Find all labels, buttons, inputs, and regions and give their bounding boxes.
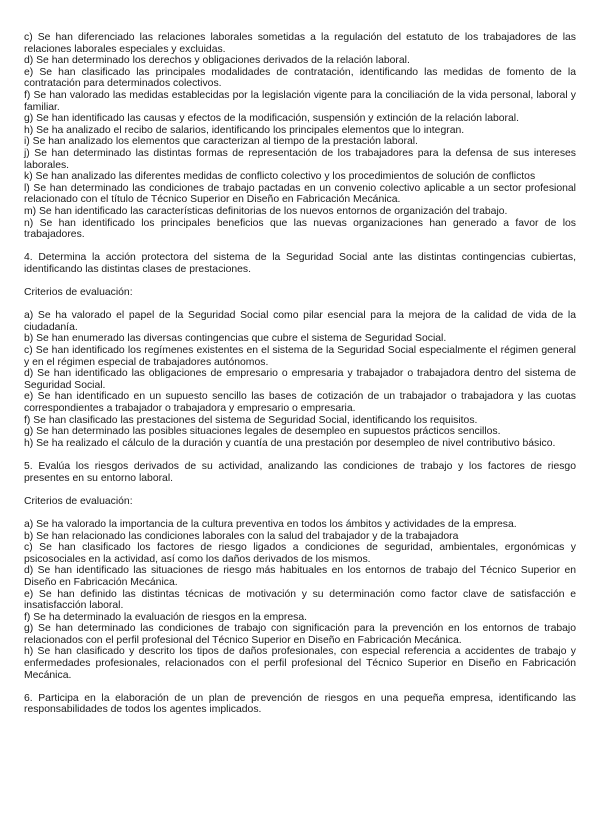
learning-outcome-heading: 5. Evalúa los riesgos derivados de su actividad, analizando las condiciones de trabajo y los factores de riesgo presentes en su entorno laboral. — [24, 460, 576, 484]
criterion-item: c) Se han diferenciado las relaciones laborales sometidas a la regulación del estatuto de los trabajadores de las relaciones laborales especiales y excluidas. — [24, 32, 576, 55]
criterion-item: k) Se han analizado las diferentes medidas de conflicto colectivo y los procedimientos de solución de conflictos — [24, 171, 536, 183]
criterion-item: h) Se ha analizado el recibo de salarios, identificando los principales elementos que lo integran. — [24, 124, 465, 136]
criterion-item: c) Se han clasificado los factores de riesgo ligados a condiciones de seguridad, ambientales, ergonómicas y psicosociales en la actividad, así como los daños derivados de los mismos. — [24, 542, 576, 565]
paragraph-gap — [24, 275, 576, 287]
paragraph-gap — [24, 241, 576, 253]
criterion-item: j) Se han determinado las distintas formas de representación de los trabajadores para la defensa de sus intereses laborales. — [24, 147, 576, 171]
criterion-item: m) Se han identificado las características definitorias de los nuevos entornos de organización del trabajo. — [24, 205, 508, 217]
criterion-item: a) Se ha valorado la importancia de la cultura preventiva en todos los ámbitos y actividades de la empresa. — [24, 518, 517, 530]
criterion-item: f) Se ha determinado la evaluación de riesgos en la empresa. — [24, 611, 308, 623]
criterion-item: d) Se han identificado las obligaciones de empresario o empresaria y trabajador o trabajadora dentro del sistema de Seguridad Social. — [24, 368, 576, 391]
criterion-item: e) Se han definido las distintas técnicas de motivación y su determinación como factor clave de satisfacción e insatisfacción laboral. — [24, 588, 576, 612]
criterion-item: g) Se han determinado las condiciones de trabajo con significación para la prevención en los entornos de trabajo relacionados con el perfil profesional del Técnico Superior en Diseño en Fabricación Mecánica. — [24, 623, 576, 646]
criterion-item: n) Se han identificado los principales beneficios que las nuevas organizaciones han generado a favor de los trabajadores. — [24, 217, 576, 241]
paragraph-gap — [24, 681, 576, 693]
document-page — [24, 32, 576, 716]
criterion-item: g) Se han identificado las causas y efectos de la modificación, suspensión y extinción de la relación laboral. — [24, 113, 519, 125]
paragraph-gap — [24, 299, 576, 311]
criterion-item: b) Se han enumerado las diversas contingencias que cubre el sistema de Seguridad Social. — [24, 333, 447, 345]
criterion-item: e) Se han clasificado las principales modalidades de contratación, identificando las medidas de fomento de la contratación para determinados colectivos. — [24, 66, 576, 90]
criterion-item: c) Se han identificado los regímenes existentes en el sistema de la Seguridad Social especialmente el régimen general y en el régimen especial de trabajadores autónomos. — [24, 345, 576, 368]
criteria-label: Criterios de evaluación: — [24, 287, 133, 299]
criterion-item: f) Se han valorado las medidas establecidas por la legislación vigente para la conciliación de la vida personal, laboral y familiar. — [24, 89, 576, 113]
criterion-item: a) Se ha valorado el papel de la Seguridad Social como pilar esencial para la mejora de la calidad de vida de la ciudadanía. — [24, 310, 576, 333]
criterion-item: f) Se han clasificado las prestaciones del sistema de Seguridad Social, identificando los requisitos. — [24, 414, 478, 426]
criterion-item: d) Se han determinado los derechos y obligaciones derivados de la relación laboral. — [24, 55, 410, 67]
learning-outcome-heading: 4. Determina la acción protectora del sistema de la Seguridad Social ante las distintas contingencias cubiertas, identificando las distintas clases de prestaciones. — [24, 252, 576, 275]
paragraph-gap — [24, 484, 576, 496]
criterion-item: h) Se ha realizado el cálculo de la duración y cuantía de una prestación por desempleo de nivel contributivo básico. — [24, 437, 556, 449]
criteria-label: Criterios de evaluación: — [24, 495, 133, 507]
paragraph-gap — [24, 449, 576, 461]
criterion-item: d) Se han identificado las situaciones de riesgo más habituales en los entornos de trabajo del Técnico Superior en Diseño en Fabricación Mecánica. — [24, 565, 576, 588]
learning-outcome-heading: 6. Participa en la elaboración de un plan de prevención de riesgos en una pequeña empresa, identificando las responsabilidades de todos los agentes implicados. — [24, 692, 576, 716]
paragraph-gap — [24, 507, 576, 519]
criterion-item: e) Se han identificado en un supuesto sencillo las bases de cotización de un trabajador o trabajadora y las cuotas correspondientes a trabajador o trabajadora y empresario o empresaria. — [24, 391, 576, 414]
criterion-item: g) Se han determinado las posibles situaciones legales de desempleo en supuestos prácticos sencillos. — [24, 426, 501, 438]
criterion-item: l) Se han determinado las condiciones de trabajo pactadas en un convenio colectivo aplicable a un sector profesional relacionado con el título de Técnico Superior en Diseño en Fabricación Mecánica. — [24, 182, 576, 206]
criterion-item: h) Se han clasificado y descrito los tipos de daños profesionales, con especial referencia a accidentes de trabajo y enfermedades profesionales, relacionados con el perfil profesional del Técnico Superior en Diseño en Fabricación Mecánica. — [24, 646, 576, 681]
criterion-item: i) Se han analizado los elementos que caracterizan al tiempo de la prestación laboral. — [24, 136, 418, 148]
criterion-item: b) Se han relacionado las condiciones laborales con la salud del trabajador y de la trabajadora — [24, 530, 459, 542]
